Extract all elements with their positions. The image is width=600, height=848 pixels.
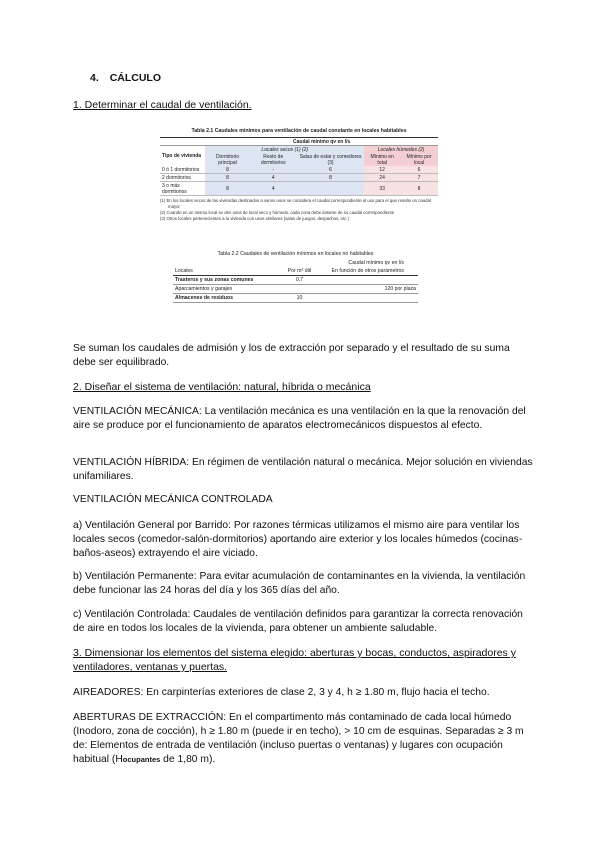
table-cell: 7 [400, 174, 438, 182]
paragraph-barrido: a) Ventilación General por Barrido: Por razones térmicas utilizamos el mismo aire para ventilar los locales secos (comedor-salón-dormitorios) aportando aire exterior y los locales húmedos (cocinas-baños-aseos) extrayendo el aire viciado. [73, 520, 523, 559]
table-cell: 8 [205, 166, 249, 174]
table-row [160, 174, 438, 182]
table1-col: Mínimo en total [364, 153, 400, 166]
table-cell: 8 [205, 174, 249, 182]
table1-caption: Tabla 2.1 Caudales mínimos para ventilación de caudal constante en locales habitables [191, 128, 407, 134]
table1-note: (2) Cuando en un mismo local se den usos de local seco y húmedo, cada zona debe dotarse de su caudal correspondiente [160, 210, 395, 215]
table1-col: Salas de estar y comedores (3) [297, 153, 364, 166]
table1-col: Mínimo por local [400, 153, 438, 166]
table-cell: 3 o más dormitorios [160, 182, 205, 196]
table-cell: 4 [250, 174, 297, 182]
paragraph-mecanica: VENTILACIÓN MECÁNICA: La ventilación mecánica es una ventilación en la que la renovación del aire se produce por el funcionamiento de aparatos electromecánicos dispuestos al efecto. [73, 406, 526, 431]
aberturas-text-end: de 1,80 m). [160, 754, 216, 765]
paragraph-controlada-c: c) Ventilación Controlada: Caudales de ventilación definidos para garantizar la correcta renovación de aire en todos los locales de la vivienda, para obtener un ambiente saludable. [73, 609, 523, 634]
step2-heading: 2. Diseñar el sistema de ventilación: natural, híbrida o mecánica [73, 381, 371, 393]
table-cell: 4 [250, 182, 297, 196]
table1-note: (3) Otros locales pertenecientes a la vivienda con usos similares (salas de juegos, despachos, etc.) [160, 216, 349, 221]
table-cell: 24 [364, 174, 400, 182]
table-cell: 8 [400, 182, 438, 196]
table2-col-otros: En función de otros parámetros [318, 267, 418, 276]
table-row [173, 294, 418, 303]
table2-col-util: Por m² útil [281, 267, 317, 276]
table-cell: 2 dormitorios [160, 174, 205, 182]
step1-heading: 1. Determinar el caudal de ventilación. [73, 99, 252, 111]
table-cell: - [250, 166, 297, 174]
paragraph-hibrida: VENTILACIÓN HÍBRIDA: En régimen de ventilación natural o mecánica. Mejor solución en viviendas unifamiliares. [73, 457, 533, 482]
paragraph-permanente: b) Ventilación Permanente: Para evitar acumulación de contaminantes en la vivienda, la ventilación debe funcionar las 24 horas del día y los 365 días del año. [73, 571, 526, 596]
table-row [173, 285, 418, 294]
section-number: 4. [90, 72, 99, 84]
paragraph-suma: Se suman los caudales de admisión y los de extracción por separado y el resultado de su suma debe ser equilibrado. [73, 343, 510, 368]
table-cell: 10 [281, 294, 317, 303]
table-cell: 6 [297, 166, 364, 174]
aberturas-text: ABERTURAS DE EXTRACCIÓN: En el compartimento más contaminado de cada local húmedo (Inodoro, zona de cocción), h ≥ 1.80 m (puede ir en techo), > 10 cm de esquinas. Separadas ≥ 3 m de: Elementos de entrada de ventilación (incluso puertas o ventanas) y lugares con ocupación habitual (H [73, 712, 524, 765]
table1-group-secos: Locales secos (1) (2) [205, 146, 364, 154]
table1-notes [160, 198, 438, 222]
table1-col-tipo: Tipo de vivienda [162, 153, 202, 159]
table-row [173, 276, 418, 285]
table-cell [281, 285, 317, 294]
table-cell: 12 [364, 166, 400, 174]
table-row [160, 182, 438, 196]
table1-col: Dormitorio principal [205, 153, 249, 166]
table-cell: 6 [400, 166, 438, 174]
section-title: CÁLCULO [109, 72, 162, 84]
table-cell [318, 294, 418, 303]
table-row [160, 166, 438, 174]
table-cell: 0 ó 1 dormitorios [160, 166, 205, 174]
table-caudales-habitables [160, 128, 438, 222]
table-cell: 8 [297, 174, 364, 182]
table-cell: 33 [364, 182, 400, 196]
table-cell: Almacenes de residuos [173, 294, 281, 303]
table-cell: 8 [205, 182, 249, 196]
table2-caption: Tabla 2.2 Caudales de ventilación mínimos en locales no habitables [217, 251, 374, 257]
table1-col: Resto de dormitorios [250, 153, 297, 166]
step3-heading: 3. Dimensionar los elementos del sistema elegido: aberturas y bocas, conductos, aspiradores y ventiladores, ventanas y puertas. [73, 647, 516, 673]
table-cell: 0,7 [281, 276, 317, 285]
paragraph-controlada: VENTILACIÓN MECÁNICA CONTROLADA [73, 494, 273, 505]
table1-note: (1) En los locales secos de las viviendas destinados a varios usos se considera el caudal correspondiente al uso para el que resulte un caudal mayor [160, 198, 431, 209]
table-caudales-no-habitables [173, 251, 418, 303]
table-cell: Aparcamientos y garajes [173, 285, 281, 294]
table-cell [318, 276, 418, 285]
paragraph-aberturas [73, 711, 533, 767]
table2-col-locales: Locales [173, 267, 281, 276]
table-cell [297, 182, 364, 196]
table-cell: 120 por plaza [318, 285, 418, 294]
table1-group-humedos: Locales húmedos (2) [364, 146, 438, 154]
table2-header-caudal: Caudal mínimo qv en l/s [348, 260, 404, 266]
table-cell: Trasteros y sus zonas comunes [173, 276, 281, 285]
section-heading [90, 72, 161, 84]
aberturas-subscript: ocupantes [122, 755, 161, 764]
paragraph-aireadores: AIREADORES: En carpinterías exteriores de clase 2, 3 y 4, h ≥ 1.80 m, flujo hacia el techo. [73, 687, 490, 698]
table1-header-caudal: Caudal mínimo qv en l/s [205, 138, 438, 146]
